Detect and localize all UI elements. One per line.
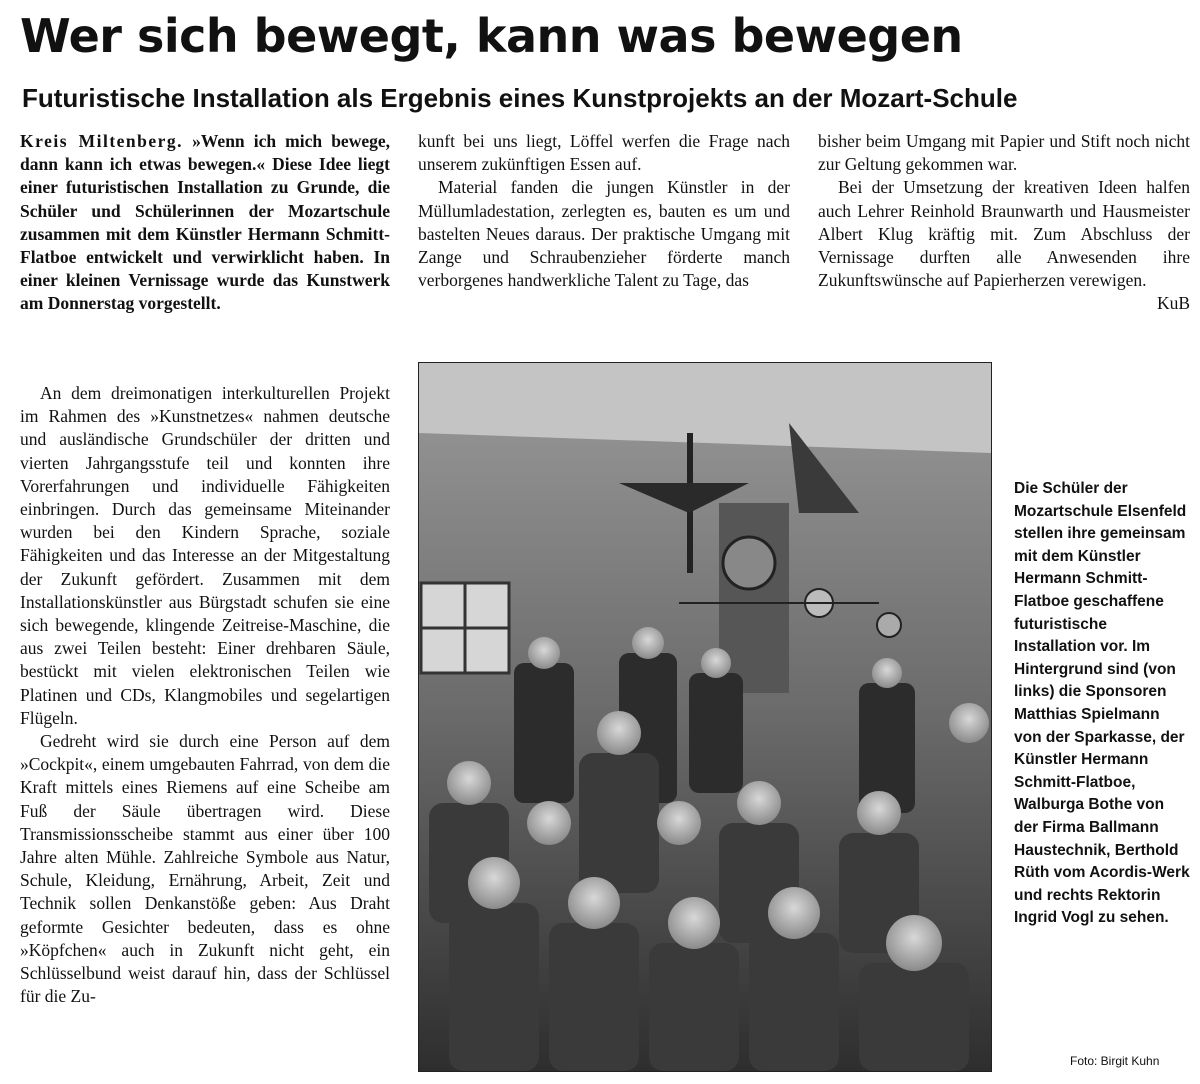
- body-paragraph-1: An dem dreimonatigen interkulturellen Projekt im Rahmen des »Kunstnetzes« nahmen deutsche und ausländische Grundschüler der dritten und vierten Jahrgangsstufe teil und konnten ihre Vorerfahrungen und individuelle Fähigkeiten einbringen. Durch das gemeinsame Miteinander wurden bei den Kindern Sprache, soziale Fähigkeiten und das Interesse an der Mitgestaltung der Zukunft gefördert. Zusammen mit dem Installationskünstler aus Bürgstadt schufen sie eine sich bewegende, klingende Zeitreise-Maschine, die aus zwei Teilen besteht: Einer drehbaren Säule, bestückt mit vielen elektronischen Teilen wie Platinen und CDs, Klangmobiles und segelartigen Flügeln.: [20, 383, 390, 728]
- body-paragraph-6-text: Bei der Umsetzung der kreativen Ideen halfen auch Lehrer Reinhold Braunwarth und Hausmeister Albert Klug kräftig mit. Zum Abschluss der Vernissage durften alle Anwesenden ihre Zukunftswünsche auf Papierherzen verewigen.: [818, 177, 1190, 291]
- photo-credit: Foto: Birgit Kuhn: [1070, 1054, 1160, 1068]
- body-paragraph-3: kunft bei uns liegt, Löffel werfen die Frage nach unserem zukünftigen Essen auf.: [418, 131, 790, 175]
- author-initials: KuB: [1156, 293, 1190, 314]
- lead-text: »Wenn ich mich bewege, dann kann ich etwas bewegen.« Diese Idee liegt einer futuristischen Installation zu Grunde, die Schüler und Schülerinnen der Mozartschule zusammen mit dem Künstler Hermann Schmitt-Flatboe entwickelt und verwirklicht haben. In einer kleinen Vernissage wurde das Kunstwerk am Donnerstag vorgestellt.: [20, 131, 391, 314]
- lead-paragraph: [20, 130, 390, 316]
- dateline: Kreis Miltenberg.: [20, 131, 184, 151]
- article-photo: [418, 362, 992, 1072]
- body-paragraph-5: bisher beim Umgang mit Papier und Stift noch nicht zur Geltung gekommen war.: [818, 131, 1190, 175]
- photo-illustration: [419, 363, 991, 1071]
- lead-column: [20, 130, 390, 316]
- body-column-3: [818, 130, 1190, 316]
- headline: Wer sich bewegt, kann was bewegen: [20, 9, 963, 63]
- body-column-1: [20, 382, 390, 1008]
- body-paragraph-4: Material fanden die jungen Künstler in der Müllumladestation, zerlegten es, bauten es um und bastelten Neues daraus. Der praktische Umgang mit Zange und Schraubenzieher förderte manch verborgenes handwerkliche Talent zu Tage, das: [418, 177, 790, 291]
- body-paragraph-6: [818, 176, 1190, 314]
- subheadline: Futuristische Installation als Ergebnis eines Kunstprojekts an der Mozart-Schule: [22, 83, 1018, 113]
- photo-caption: Die Schüler der Mozartschule Elsenfeld stellen ihre gemeinsam mit dem Künstler Hermann Schmitt-Flatboe geschaffene futuristische Installation vor. Im Hintergrund sind (von links) die Sponsoren Matthias Spielmann von der Sparkasse, der Künstler Hermann Schmitt-Flatboe, Walburga Bothe von der Firma Ballmann Haustechnik, Berthold Rüth vom Acordis-Werk und rechts Rektorin Ingrid Vogl zu sehen.: [1014, 480, 1190, 927]
- body-paragraph-2: Gedreht wird sie durch eine Person auf dem »Cockpit«, einem umgebauten Fahrrad, von dem die Kraft mittels eines Riemens auf eine Scheibe am Fuß der Säule übertragen wird. Diese Transmissionsscheibe stammt aus einer über 100 Jahre alten Mühle. Zahlreiche Symbole aus Natur, Schule, Kleidung, Ernährung, Arbeit, Zeit und Technik sollen Denkanstöße geben: Aus Draht geformte Gesichter bedeuten, dass es ohne »Köpfchen« auch in Zukunft nicht geht, ein Schlüsselbund weist darauf hin, dass der Schlüssel für die Zu-: [20, 731, 390, 1007]
- body-column-2: [418, 130, 790, 292]
